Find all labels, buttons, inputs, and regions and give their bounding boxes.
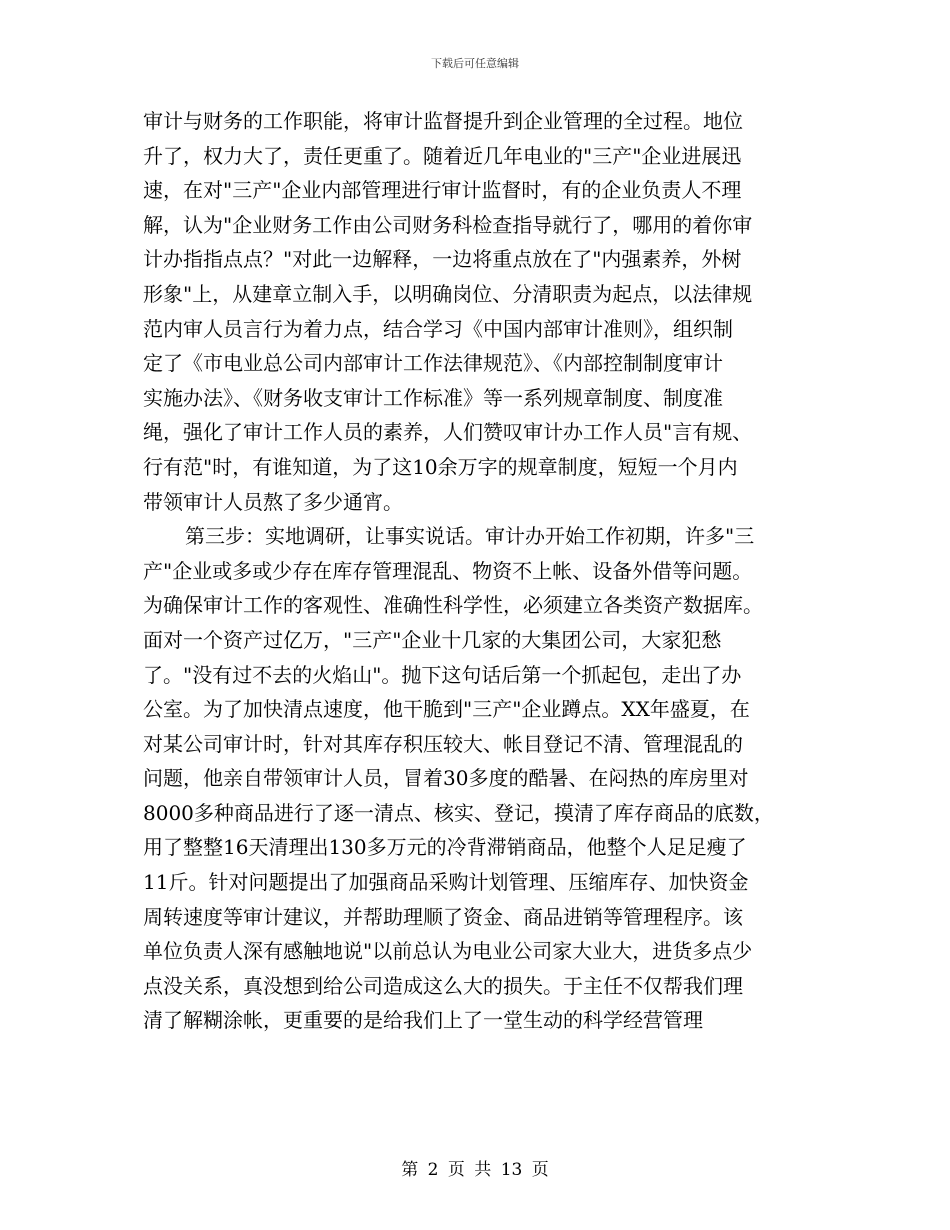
text-line: 绳，强化了审计工作人员的素养，人们赞叹审计办工作人员"言有规、 <box>143 420 753 445</box>
text-line: 用了整整16天清理出130多万元的冷背滞销商品，他整个人足足瘦了 <box>143 835 747 860</box>
text-line: 对某公司审计时，针对其库存积压较大、帐目登记不清、管理混乱的 <box>143 731 743 756</box>
text-line: 周转速度等审计建议，并帮助理顺了资金、商品进销等管理程序。该 <box>143 904 743 929</box>
text-line: 解，认为"企业财务工作由公司财务科检查指导就行了，哪用的着你审 <box>143 212 753 237</box>
text-line: 带领审计人员熬了多少通宵。 <box>143 489 403 514</box>
text-line: 行有范"时，有谁知道，为了这10余万字的规章制度，短短一个月内 <box>143 454 738 479</box>
text-line: 定了《市电业总公司内部审计工作法律规范》、《内部控制制度审计 <box>143 351 723 376</box>
text-line: 实施办法》、《财务收支审计工作标准》等一系列规章制度、制度准 <box>143 385 723 410</box>
text-line: 为确保审计工作的客观性、准确性科学性，必须建立各类资产数据库。 <box>143 593 763 618</box>
text-line: 审计与财务的工作职能，将审计监督提升到企业管理的全过程。地位 <box>143 109 743 133</box>
text-line: 升了，权力大了，责任更重了。随着近几年电业的"三产"企业进展迅 <box>143 143 742 168</box>
text-line: 点没关系，真没想到给公司造成这么大的损失。于主任不仅帮我们理 <box>143 973 743 998</box>
page-header: 下载后可任意编辑 <box>431 57 519 70</box>
text-line: 单位负责人深有感触地说"以前总认为电业公司家大业大，进货多点少 <box>143 939 753 964</box>
text-line: 面对一个资产过亿万，"三产"企业十几家的大集团公司，大家犯愁 <box>143 627 722 652</box>
text-line: 速，在对"三产"企业内部管理进行审计监督时，有的企业负责人不理 <box>143 178 742 203</box>
body-text <box>143 104 809 1038</box>
text-line: 产"企业或多或少存在库存管理混乱、物资不上帐、设备外借等问题。 <box>143 558 753 583</box>
text-line: 8000多种商品进行了逐一清点、核实、登记，摸清了库存商品的底数， <box>143 800 774 825</box>
text-line: 形象"上，从建章立制入手，以明确岗位、分清职责为起点，以法律规 <box>143 281 753 306</box>
text-line: 11斤。针对问题提出了加强商品采购计划管理、压缩库存、加快资金 <box>143 870 749 895</box>
text-line: 了。"没有过不去的火焰山"。抛下这句话后第一个抓起包，走出了办 <box>143 662 742 687</box>
text-line: 范内审人员言行为着力点，结合学习《中国内部审计准则》，组织制 <box>143 316 733 341</box>
text-line: 清了解糊涂帐，更重要的是给我们上了一堂生动的科学经营管理 <box>143 1008 703 1033</box>
text-line: 公室。为了加快清点速度，他干脆到"三产"企业蹲点。XX年盛夏，在 <box>143 697 750 722</box>
text-line: 计办指指点点？"对此一边解释，一边将重点放在了"内强素养，外树 <box>143 247 742 272</box>
paragraph-start-line: 第三步：实地调研，让事实说话。审计办开始工作初期，许多"三 <box>185 524 755 549</box>
page-number-footer: 第 2 页 共 13 页 <box>401 1160 549 1180</box>
text-line: 问题，他亲自带领审计人员，冒着30多度的酷暑、在闷热的库房里对 <box>143 766 749 791</box>
